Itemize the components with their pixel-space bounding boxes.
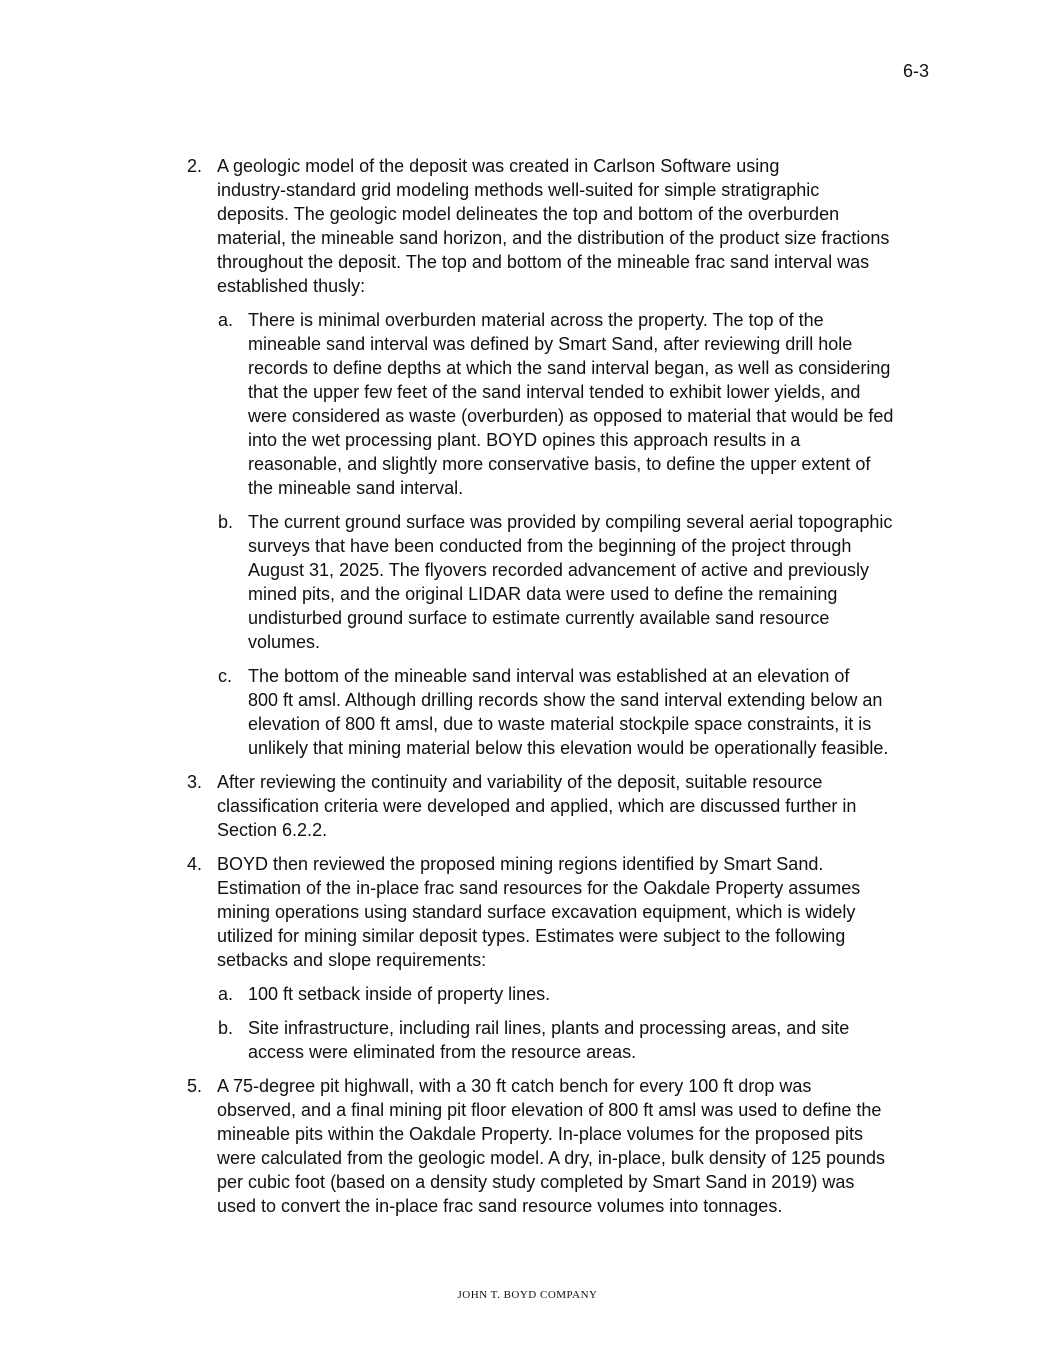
list-item-text: 100 ft setback inside of property lines. <box>248 984 551 1004</box>
list-item-text: There is minimal overburden material across the property. The top of the mineable sand interval was defined by Smart Sand, after reviewing drill hole records to define depths at which the sand interval began, as well as considering that the upper few feet of the sand interval tended to exhibit lower yields, and were considered as waste (overburden) as opposed to material that would be fed into the wet processing plant. BOYD opines this approach results in a reasonable, and slightly more conservative basis, to define the upper extent of the mineable sand interval. <box>248 310 894 498</box>
footer-company-name: JOHN T. BOYD COMPANY <box>457 1289 598 1301</box>
list-marker: a. <box>218 984 234 1004</box>
list-marker: c. <box>218 666 233 686</box>
list-item-text: BOYD then reviewed the proposed mining regions identified by Smart Sand. Estimation of the in-place frac sand resources for the Oakdale Property assumes mining operations using standard surface excavation equipment, which is widely utilized for mining similar deposit types. Estimates were subject to the following setbacks and slope requirements: <box>217 854 861 970</box>
sub-list-item <box>218 510 947 654</box>
list-marker: a. <box>218 310 234 330</box>
list-item-text: A geologic model of the deposit was created in Carlson Software using industry-standard grid modeling methods well-suited for simple stratigraphic deposits. The geologic model delineates the top and bottom of the overburden material, the mineable sand horizon, and the distribution of the product size fractions throughout the deposit. The top and bottom of the mineable frac sand interval was established thusly: <box>217 156 890 296</box>
list-marker: b. <box>218 512 234 532</box>
list-marker: 3. <box>187 772 203 792</box>
list-item <box>187 1074 947 1218</box>
sub-list-item <box>218 664 947 760</box>
sub-list-item <box>218 982 947 1006</box>
list-marker: b. <box>218 1018 234 1038</box>
document-body <box>187 154 947 1228</box>
sub-list-item <box>218 308 947 500</box>
list-marker: 5. <box>187 1076 203 1096</box>
list-marker: 2. <box>187 156 203 176</box>
page-number: 6-3 <box>903 61 930 81</box>
list-marker: 4. <box>187 854 203 874</box>
sub-list-item <box>218 1016 947 1064</box>
list-item <box>187 154 947 298</box>
list-item-text: The current ground surface was provided by compiling several aerial topographic surveys that have been conducted from the beginning of the project through August 31, 2025. The flyovers recorded advancement of active and previously mined pits, and the original LIDAR data were used to define the remaining undisturbed ground surface to estimate currently available sand resource volumes. <box>248 512 893 652</box>
list-item <box>187 770 947 842</box>
list-item-text: Site infrastructure, including rail lines, plants and processing areas, and site access were eliminated from the resource areas. <box>248 1018 850 1062</box>
list-item-text: The bottom of the mineable sand interval was established at an elevation of 800 ft amsl. Although drilling records show the sand interval extending below an elevation of 800 ft amsl, due to waste material stockpile space constraints, it is unlikely that mining material below this elevation would be operationally feasible. <box>248 666 889 758</box>
list-item-text: A 75-degree pit highwall, with a 30 ft catch bench for every 100 ft drop was observed, and a final mining pit floor elevation of 800 ft amsl was used to define the mineable pits within the Oakdale Property. In-place volumes for the proposed pits were calculated from the geologic model. A dry, in-place, bulk density of 125 pounds per cubic foot (based on a density study completed by Smart Sand in 2019) was used to convert the in-place frac sand resource volumes into tonnages. <box>217 1076 886 1216</box>
list-item <box>187 852 947 972</box>
list-item-text: After reviewing the continuity and variability of the deposit, suitable resource classification criteria were developed and applied, which are discussed further in Section 6.2.2. <box>217 772 857 840</box>
